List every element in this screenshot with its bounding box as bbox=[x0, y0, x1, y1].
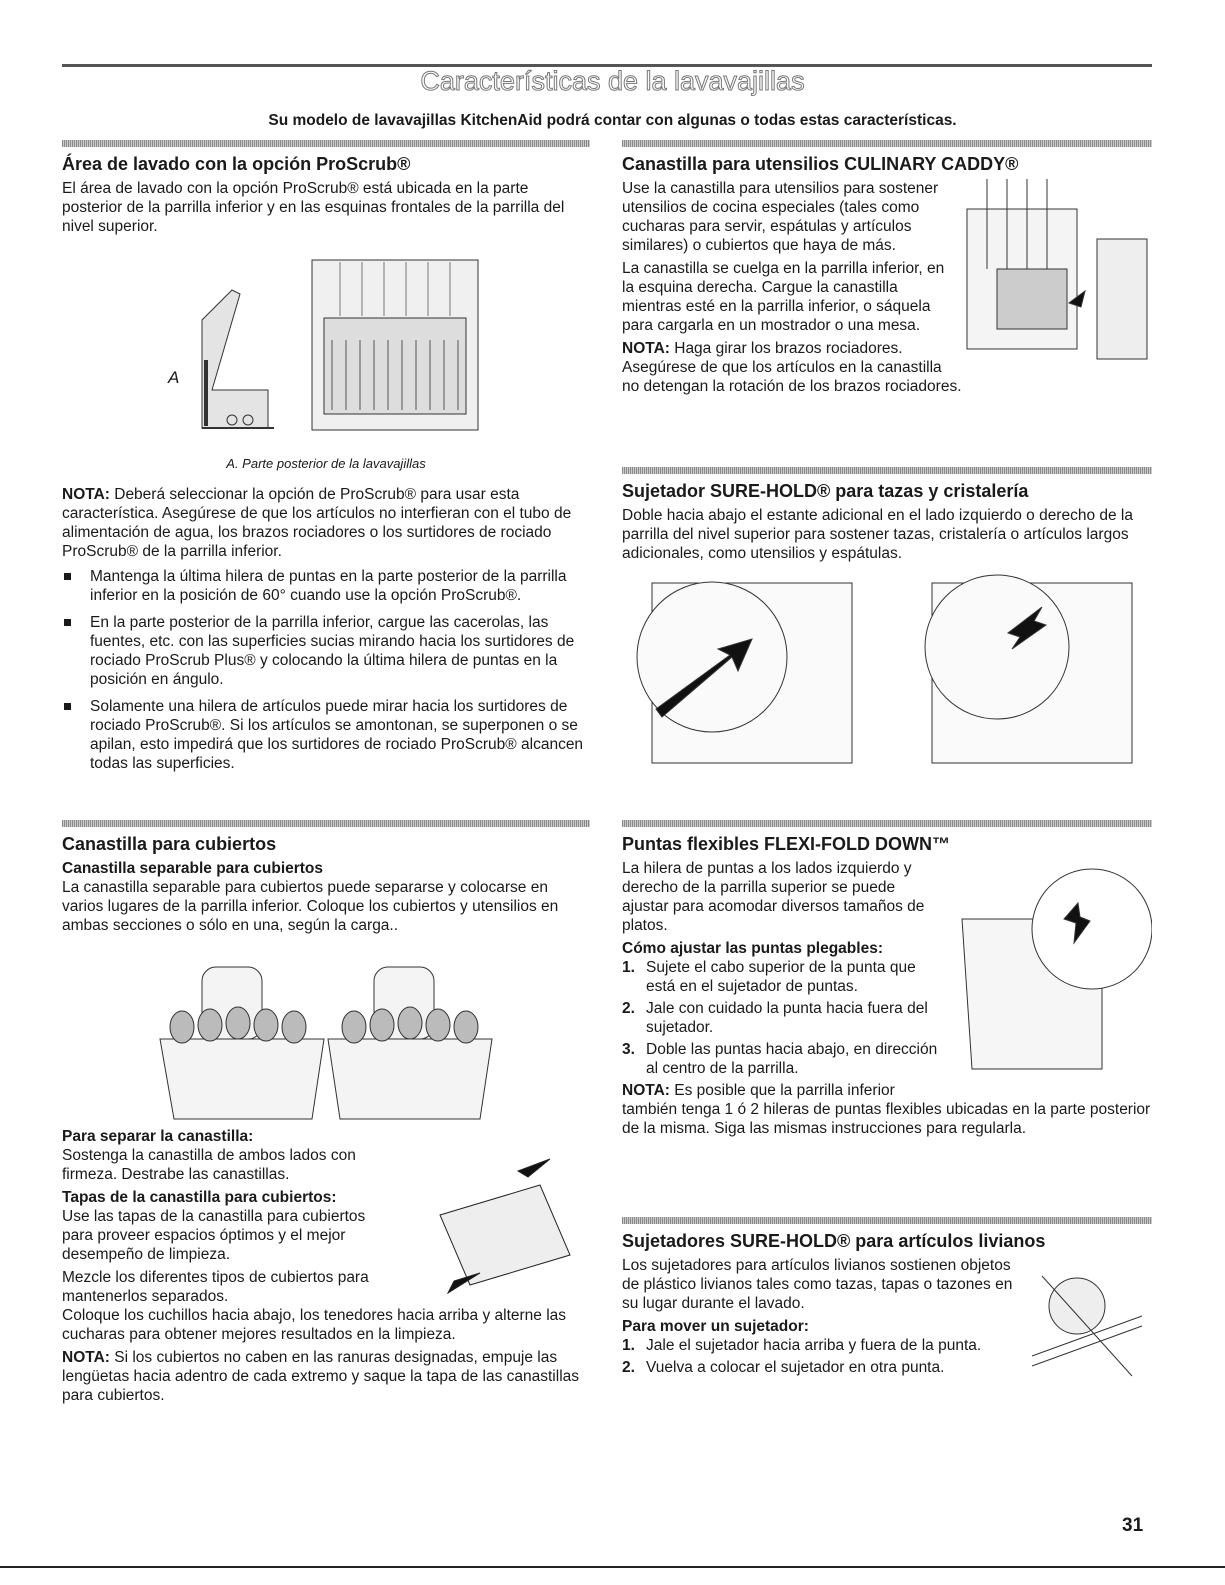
right-column-livianos bbox=[622, 1217, 1152, 1386]
tapas-text: Use las tapas de la canastilla para cubiertos para proveer espacios óptimos y el mejor desempeño de limpieza. bbox=[62, 1208, 366, 1263]
flexifold-subheading: Cómo ajustar las puntas plegables: bbox=[622, 940, 883, 957]
step-text: Vuelva a colocar el sujetador en otra punta. bbox=[646, 1359, 945, 1376]
list-item: En la parte posterior de la parrilla inferior, cargue las cacerolas, las fuentes, etc. con las superficies sucias mirando hacia los surtidores de rociado ProScrub Plus® y colocando la última hilera de puntas en la posición en ángulo. bbox=[62, 613, 590, 689]
section-rule bbox=[622, 820, 1152, 827]
page-subtitle: Su modelo de lavavajillas KitchenAid podrá contar con algunas o todas estas características. bbox=[268, 112, 957, 129]
proscrub-bullet-list bbox=[62, 567, 590, 773]
note-label: NOTA: bbox=[622, 1082, 670, 1099]
step-number: 1. bbox=[622, 959, 635, 976]
step-number: 3. bbox=[622, 1041, 635, 1058]
separar-text: Sostenga la canastilla de ambos lados con firmeza. Destrabe las canastillas. bbox=[62, 1147, 356, 1183]
section-rule bbox=[622, 1217, 1152, 1224]
left-column bbox=[62, 140, 590, 781]
proscrub-caption: A. Parte posterior de la lavavajillas bbox=[226, 456, 426, 471]
section-rule bbox=[622, 140, 1152, 147]
coloque-text: Coloque los cuchillos hacia abajo, los tenedores hacia arriba y alterne las cucharas para obtener mejores resultados en la limpieza. bbox=[62, 1307, 567, 1343]
section-rule bbox=[62, 140, 590, 147]
livianos-subheading: Para mover un sujetador: bbox=[622, 1318, 809, 1335]
silverware-basket-figure bbox=[62, 939, 590, 1125]
proscrub-intro: El área de lavado con la opción ProScrub® está ubicada en la parte posterior de la parrilla inferior y en las esquinas frontales de la parrilla del nivel superior. bbox=[62, 180, 565, 235]
bottom-rule bbox=[0, 1566, 1225, 1568]
proscrub-figure bbox=[62, 240, 590, 452]
cup-shelf-figure bbox=[622, 567, 1152, 775]
livianos-heading: Sujetadores SURE-HOLD® para artículos livianos bbox=[622, 1231, 1046, 1251]
caddy-p2: La canastilla se cuelga en la parrilla inferior, en la esquina derecha. Cargue la canastilla mientras esté en la parrilla inferior, o sáquela para cargarla en un mostrador o una mesa. bbox=[622, 260, 945, 334]
note-label: NOTA: bbox=[62, 1349, 110, 1366]
caddy-p1: Use la canastilla para utensilios para sostener utensilios de cocina especiales (tales como cucharas para servir, espátulas y artículos similares) o cubiertos que haya de más. bbox=[622, 180, 939, 254]
separar-heading: Para separar la canastilla: bbox=[62, 1128, 254, 1145]
list-item bbox=[622, 1040, 1152, 1078]
list-item bbox=[622, 1358, 1152, 1377]
step-number: 2. bbox=[622, 1359, 635, 1376]
right-column bbox=[622, 140, 1152, 400]
proscrub-illustration bbox=[62, 240, 590, 452]
flexifold-p1: La hilera de puntas a los lados izquierdo y derecho de la parrilla superior se puede ajustar para acomodar diversos tamaños de platos. bbox=[622, 860, 925, 934]
list-item: Mantenga la última hilera de puntas en la parte posterior de la parrilla inferior en la posición de 60° cuando use la opción ProScrub®. bbox=[62, 567, 590, 605]
list-item bbox=[622, 999, 1152, 1037]
note-text: Deberá seleccionar la opción de ProScrub® para usar esta característica. Asegúrese de que los artículos no interfieran con el tubo de alimentación de agua, los brazos rociadores o los surtidores de rociado ProScrub® de la parrilla inferior. bbox=[62, 486, 572, 560]
right-column-flexifold bbox=[622, 820, 1152, 1142]
tapas-heading: Tapas de la canastilla para cubiertos: bbox=[62, 1189, 337, 1206]
flexifold-note bbox=[622, 1081, 1152, 1138]
silverware-basket-illustration bbox=[62, 939, 590, 1125]
culinary-caddy-illustration bbox=[957, 179, 1152, 364]
tazas-p1: Doble hacia abajo el estante adicional en el lado izquierdo o derecho de la parrilla del nivel superior para sostener tazas, cristalería o artículos largos adicionales, como utensilios y espátulas. bbox=[622, 507, 1134, 562]
note-label: NOTA: bbox=[622, 340, 670, 357]
step-number: 2. bbox=[622, 1000, 635, 1017]
step-text: Sujete el cabo superior de la punta que está en el sujetador de puntas. bbox=[646, 959, 916, 995]
cubiertos-note bbox=[62, 1348, 590, 1405]
section-rule bbox=[622, 467, 1152, 474]
note-text: Haga girar los brazos rociadores. Asegúrese de que los artículos en la canastilla no detengan la rotación de los brazos rociadores. bbox=[622, 340, 962, 395]
step-text: Jale el sujetador hacia arriba y fuera de la punta. bbox=[646, 1337, 982, 1354]
basket-separation-illustration bbox=[400, 1145, 590, 1305]
caddy-heading: Canastilla para utensilios CULINARY CADDY® bbox=[622, 154, 1019, 174]
flexifold-steps bbox=[622, 958, 1152, 1078]
mezcle-text: Mezcle los diferentes tipos de cubiertos para mantenerlos separados. bbox=[62, 1269, 369, 1305]
step-text: Jale con cuidado la punta hacia fuera del sujetador. bbox=[646, 1000, 928, 1036]
cubiertos-p1: La canastilla separable para cubiertos puede separarse y colocarse en varios lugares de la parrilla inferior. Coloque los cubiertos y utensilios en ambas secciones o sólo en una, según la carga.. bbox=[62, 879, 559, 934]
livianos-p1: Los sujetadores para artículos livianos sostienen objetos de plástico livianos tales como tazas, tapas o tazones en su lugar durante el lavado. bbox=[622, 1257, 1013, 1312]
cup-shelf-illustration bbox=[622, 567, 1152, 775]
list-item bbox=[622, 958, 1152, 996]
proscrub-note bbox=[62, 485, 590, 561]
step-number: 1. bbox=[622, 1337, 635, 1354]
list-item: Solamente una hilera de artículos puede mirar hacia los surtidores de rociado ProScrub®. Si los artículos se amontonan, se superponen o se apilan, esto impedirá que los surtidores de rociado ProScrub® alcancen todas las superficies. bbox=[62, 697, 590, 773]
page-number: 31 bbox=[1122, 1515, 1144, 1536]
note-text: Si los cubiertos no caben en las ranuras designadas, empuje las lengüetas hacia adentro de cada extremo y saque la tapa de las canastillas para cubiertos. bbox=[62, 1349, 580, 1404]
section-rule bbox=[62, 820, 590, 827]
cubiertos-heading: Canastilla para cubiertos bbox=[62, 834, 277, 854]
right-column-cups bbox=[622, 467, 1152, 775]
page-title: Características de la lavavajillas bbox=[420, 66, 805, 96]
list-item bbox=[622, 1336, 1152, 1355]
note-text: Es posible que la parrilla inferior también tenga 1 ó 2 hileras de puntas flexibles ubicadas en la parte posterior de la misma. Siga las mismas instrucciones para regularla. bbox=[622, 1082, 1151, 1137]
cubiertos-subheading: Canastilla separable para cubiertos bbox=[62, 860, 324, 877]
figure-label: A bbox=[168, 368, 180, 387]
left-column-lower bbox=[62, 820, 590, 1409]
flexifold-heading: Puntas flexibles FLEXI-FOLD DOWN™ bbox=[622, 834, 951, 854]
tazas-heading: Sujetador SURE-HOLD® para tazas y cristalería bbox=[622, 481, 1029, 501]
proscrub-heading: Área de lavado con la opción ProScrub® bbox=[62, 154, 411, 174]
step-text: Doble las puntas hacia abajo, en dirección al centro de la parrilla. bbox=[646, 1041, 938, 1077]
note-label: NOTA: bbox=[62, 486, 110, 503]
